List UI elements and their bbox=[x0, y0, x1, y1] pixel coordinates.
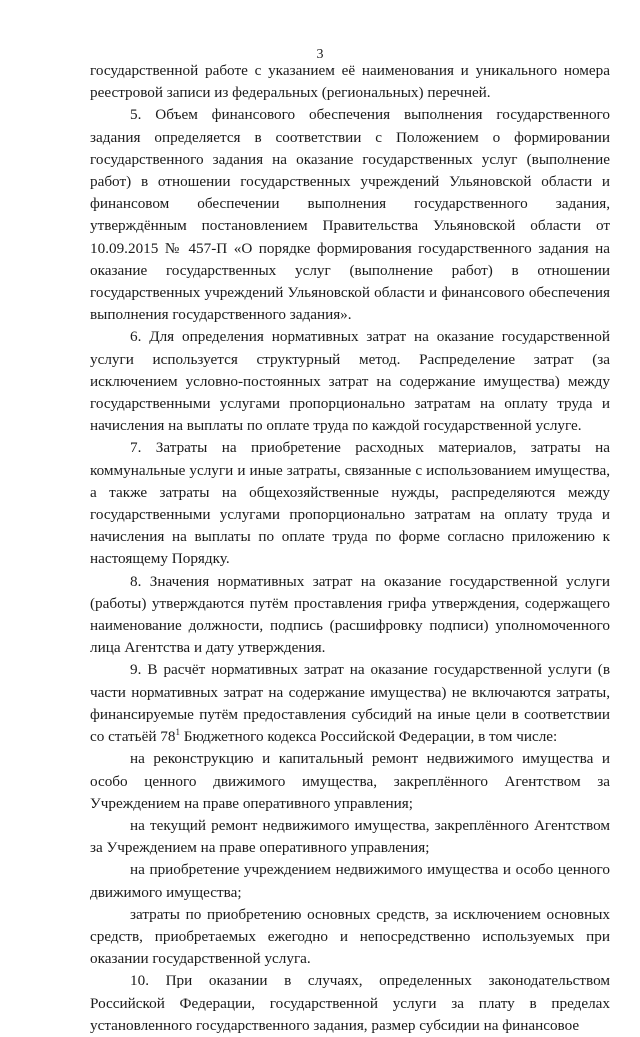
list-item-reconstruction: на реконструкцию и капитальный ремонт недвижимого имущества и особо ценного движимого имущества, закреплённого Агентством за Учреждением на праве оперативного управления; bbox=[90, 750, 610, 812]
list-item-current-repair: на текущий ремонт недвижимого имущества, закреплённого Агентством за Учреждением на праве оперативного управления; bbox=[90, 816, 610, 857]
paragraph-continuation: государственной работе с указанием её наименования и уникального номера реестровой записи из федеральных (региональных) перечней. bbox=[90, 62, 610, 102]
list-item-acquisition: на приобретение учреждением недвижимого имущества и особо ценного движимого имущества; bbox=[90, 861, 610, 901]
document-body bbox=[90, 60, 610, 1037]
paragraph-9 bbox=[90, 659, 610, 748]
paragraph-7: 7. Затраты на приобретение расходных материалов, затраты на коммунальные услуги и иные затраты, связанные с использованием имущества, а также затраты на общехозяйственные нужды, распределяются между государственными услугами пропорционально затратам на оплату труда и начисления на выплаты по оплате труда по форме согласно приложению к настоящему Порядку. bbox=[90, 439, 610, 568]
list-item-fixed-assets: затраты по приобретению основных средств, за исключением основных средств, приобретаемых ежегодно и непосредственно используемых при оказании государственной услуга. bbox=[90, 905, 610, 968]
article-superscript: 1 bbox=[175, 727, 180, 738]
paragraph-9-text-end: Бюджетного кодекса Российской Федерации, в том числе: bbox=[179, 728, 558, 746]
page-number: 3 bbox=[316, 47, 324, 62]
paragraph-6: 6. Для определения нормативных затрат на оказание государственной услуги используется структурный метод. Распределение затрат (за исключением условно-постоянных затрат на содержание имущества) между государственными услугами пропорционально затратам на оплату труда и начисления на выплаты по оплате труда по каждой государственной услуге. bbox=[90, 328, 610, 435]
paragraph-5: 5. Объем финансового обеспечения выполнения государственного задания определяется в соответствии с Положением о формировании государственного задания на оказание государственных услуг (выполнение работ) в отношении государственных учреждений Ульяновской области и финансовом обеспечении выполнения государственного задания, утверждённым постановлением Правительства Ульяновской области от 10.09.2015 № 457-П «О порядке формирования государственного задания на оказание государственных услуг (выполнение работ) в отношении государственных учреждений Ульяновской области и финансового обеспечения выполнения государственного задания». bbox=[90, 106, 610, 324]
paragraph-9-text: 9. В расчёт нормативных затрат на оказание государственной услуги (в части нормативных затрат на содержание имущества) не включаются затраты, финансируемые путём предоставления субсидий на иные цели в соответствии со статьёй 78 bbox=[90, 661, 610, 746]
paragraph-10: 10. При оказании в случаях, определенных законодательством Российской Федерации, государственной услуги за плату в пределах установленного государственного задания, размер субсидии на финансовое bbox=[90, 972, 610, 1034]
paragraph-8: 8. Значения нормативных затрат на оказание государственной услуги (работы) утверждаются путём проставления грифа утверждения, содержащего наименование должности, подпись (расшифровку подписи) уполномоченного лица Агентства и дату утверждения. bbox=[90, 572, 610, 657]
